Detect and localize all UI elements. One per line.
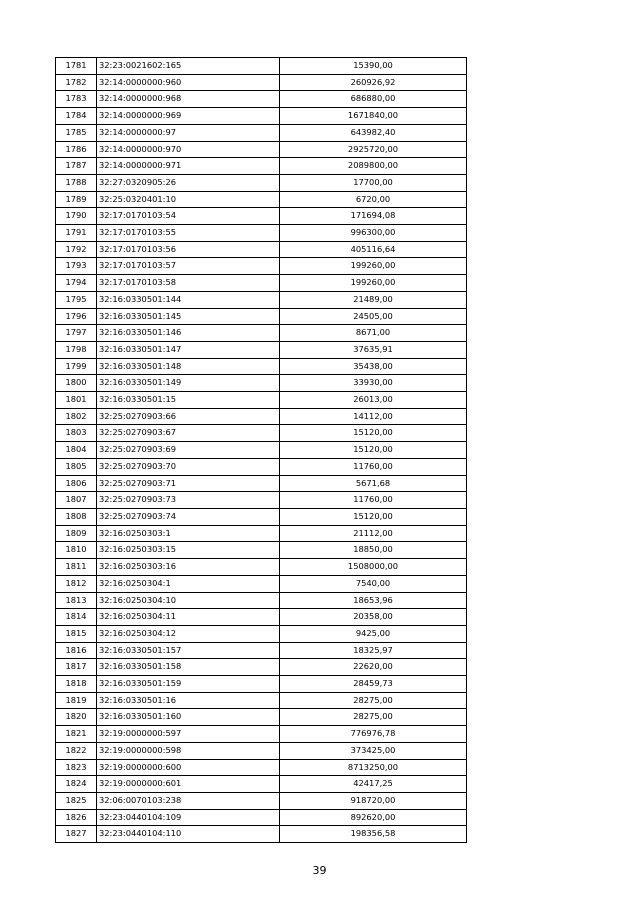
cadastral-number-cell: 32:19:0000000:597 bbox=[97, 726, 280, 743]
row-number-cell: 1816 bbox=[56, 642, 97, 659]
cadastral-number-cell: 32:14:0000000:969 bbox=[97, 108, 280, 125]
amount-cell: 37635,91 bbox=[280, 341, 467, 358]
table-row bbox=[56, 525, 467, 542]
table-row bbox=[56, 408, 467, 425]
cadastral-number-cell: 32:16:0250304:10 bbox=[97, 592, 280, 609]
row-number-cell: 1799 bbox=[56, 358, 97, 375]
table-row bbox=[56, 308, 467, 325]
table-row bbox=[56, 141, 467, 158]
table-row bbox=[56, 759, 467, 776]
page-number: 39 bbox=[312, 864, 327, 877]
table-row bbox=[56, 642, 467, 659]
row-number-cell: 1795 bbox=[56, 291, 97, 308]
table-row bbox=[56, 392, 467, 409]
table-row bbox=[56, 809, 467, 826]
table-body bbox=[56, 58, 467, 843]
table-row bbox=[56, 358, 467, 375]
cadastral-number-cell: 32:19:0000000:601 bbox=[97, 776, 280, 793]
row-number-cell: 1791 bbox=[56, 225, 97, 242]
row-number-cell: 1810 bbox=[56, 542, 97, 559]
row-number-cell: 1826 bbox=[56, 809, 97, 826]
amount-cell: 918720,00 bbox=[280, 792, 467, 809]
table-row bbox=[56, 458, 467, 475]
row-number-cell: 1822 bbox=[56, 742, 97, 759]
amount-cell: 28459,73 bbox=[280, 676, 467, 693]
amount-cell: 9425,00 bbox=[280, 625, 467, 642]
row-number-cell: 1805 bbox=[56, 458, 97, 475]
amount-cell: 22620,00 bbox=[280, 659, 467, 676]
cadastral-number-cell: 32:16:0330501:157 bbox=[97, 642, 280, 659]
cadastral-number-cell: 32:25:0270903:70 bbox=[97, 458, 280, 475]
cadastral-number-cell: 32:17:0170103:58 bbox=[97, 275, 280, 292]
row-number-cell: 1811 bbox=[56, 559, 97, 576]
amount-cell: 260926,92 bbox=[280, 74, 467, 91]
table-row bbox=[56, 208, 467, 225]
cadastral-number-cell: 32:17:0170103:54 bbox=[97, 208, 280, 225]
table-row bbox=[56, 258, 467, 275]
row-number-cell: 1800 bbox=[56, 375, 97, 392]
table-row bbox=[56, 742, 467, 759]
table-row bbox=[56, 692, 467, 709]
amount-cell: 892620,00 bbox=[280, 809, 467, 826]
table-row bbox=[56, 91, 467, 108]
row-number-cell: 1818 bbox=[56, 676, 97, 693]
table-row bbox=[56, 625, 467, 642]
table-row bbox=[56, 609, 467, 626]
amount-cell: 15120,00 bbox=[280, 442, 467, 459]
table-row bbox=[56, 124, 467, 141]
row-number-cell: 1783 bbox=[56, 91, 97, 108]
cadastral-number-cell: 32:25:0270903:67 bbox=[97, 425, 280, 442]
cadastral-number-cell: 32:19:0000000:600 bbox=[97, 759, 280, 776]
table-row bbox=[56, 375, 467, 392]
table-row bbox=[56, 508, 467, 525]
row-number-cell: 1819 bbox=[56, 692, 97, 709]
table-row bbox=[56, 425, 467, 442]
row-number-cell: 1785 bbox=[56, 124, 97, 141]
table-row bbox=[56, 174, 467, 191]
cadastral-number-cell: 32:16:0330501:158 bbox=[97, 659, 280, 676]
amount-cell: 18325,97 bbox=[280, 642, 467, 659]
amount-cell: 20358,00 bbox=[280, 609, 467, 626]
amount-cell: 15390,00 bbox=[280, 58, 467, 75]
table-row bbox=[56, 726, 467, 743]
amount-cell: 28275,00 bbox=[280, 692, 467, 709]
cadastral-number-cell: 32:17:0170103:56 bbox=[97, 241, 280, 258]
amount-cell: 15120,00 bbox=[280, 425, 467, 442]
cadastral-number-cell: 32:17:0170103:57 bbox=[97, 258, 280, 275]
row-number-cell: 1789 bbox=[56, 191, 97, 208]
table-row bbox=[56, 659, 467, 676]
amount-cell: 24505,00 bbox=[280, 308, 467, 325]
table-row bbox=[56, 492, 467, 509]
amount-cell: 26013,00 bbox=[280, 392, 467, 409]
row-number-cell: 1807 bbox=[56, 492, 97, 509]
row-number-cell: 1821 bbox=[56, 726, 97, 743]
cadastral-number-cell: 32:16:0330501:160 bbox=[97, 709, 280, 726]
amount-cell: 15120,00 bbox=[280, 508, 467, 525]
row-number-cell: 1792 bbox=[56, 241, 97, 258]
row-number-cell: 1786 bbox=[56, 141, 97, 158]
row-number-cell: 1802 bbox=[56, 408, 97, 425]
row-number-cell: 1813 bbox=[56, 592, 97, 609]
row-number-cell: 1793 bbox=[56, 258, 97, 275]
amount-cell: 11760,00 bbox=[280, 458, 467, 475]
cadastral-number-cell: 32:16:0330501:146 bbox=[97, 325, 280, 342]
cadastral-number-cell: 32:16:0250303:15 bbox=[97, 542, 280, 559]
table-row bbox=[56, 325, 467, 342]
cadastral-number-cell: 32:25:0270903:66 bbox=[97, 408, 280, 425]
table-row bbox=[56, 575, 467, 592]
cadastral-value-table bbox=[55, 57, 467, 843]
amount-cell: 1671840,00 bbox=[280, 108, 467, 125]
table-row bbox=[56, 542, 467, 559]
row-number-cell: 1817 bbox=[56, 659, 97, 676]
table-row bbox=[56, 158, 467, 175]
cadastral-number-cell: 32:16:0330501:144 bbox=[97, 291, 280, 308]
cadastral-number-cell: 32:16:0250304:12 bbox=[97, 625, 280, 642]
cadastral-number-cell: 32:16:0330501:147 bbox=[97, 341, 280, 358]
cadastral-number-cell: 32:16:0330501:159 bbox=[97, 676, 280, 693]
table-row bbox=[56, 58, 467, 75]
cadastral-number-cell: 32:25:0270903:69 bbox=[97, 442, 280, 459]
amount-cell: 42417,25 bbox=[280, 776, 467, 793]
row-number-cell: 1820 bbox=[56, 709, 97, 726]
cadastral-number-cell: 32:27:0320905:26 bbox=[97, 174, 280, 191]
amount-cell: 28275,00 bbox=[280, 709, 467, 726]
row-number-cell: 1804 bbox=[56, 442, 97, 459]
cadastral-number-cell: 32:25:0270903:71 bbox=[97, 475, 280, 492]
cadastral-number-cell: 32:06:0070103:238 bbox=[97, 792, 280, 809]
row-number-cell: 1827 bbox=[56, 826, 97, 843]
row-number-cell: 1797 bbox=[56, 325, 97, 342]
row-number-cell: 1806 bbox=[56, 475, 97, 492]
table-row bbox=[56, 792, 467, 809]
amount-cell: 17700,00 bbox=[280, 174, 467, 191]
row-number-cell: 1787 bbox=[56, 158, 97, 175]
cadastral-number-cell: 32:25:0270903:74 bbox=[97, 508, 280, 525]
amount-cell: 171694,08 bbox=[280, 208, 467, 225]
cadastral-number-cell: 32:16:0330501:148 bbox=[97, 358, 280, 375]
table-row bbox=[56, 826, 467, 843]
row-number-cell: 1788 bbox=[56, 174, 97, 191]
cadastral-number-cell: 32:23:0440104:109 bbox=[97, 809, 280, 826]
cadastral-number-cell: 32:14:0000000:970 bbox=[97, 141, 280, 158]
amount-cell: 33930,00 bbox=[280, 375, 467, 392]
amount-cell: 373425,00 bbox=[280, 742, 467, 759]
cadastral-number-cell: 32:19:0000000:598 bbox=[97, 742, 280, 759]
amount-cell: 686880,00 bbox=[280, 91, 467, 108]
cadastral-number-cell: 32:25:0320401:10 bbox=[97, 191, 280, 208]
row-number-cell: 1823 bbox=[56, 759, 97, 776]
row-number-cell: 1824 bbox=[56, 776, 97, 793]
amount-cell: 643982,40 bbox=[280, 124, 467, 141]
cadastral-number-cell: 32:14:0000000:968 bbox=[97, 91, 280, 108]
amount-cell: 8713250,00 bbox=[280, 759, 467, 776]
amount-cell: 2925720,00 bbox=[280, 141, 467, 158]
table-row bbox=[56, 74, 467, 91]
table-row bbox=[56, 709, 467, 726]
table-row bbox=[56, 241, 467, 258]
row-number-cell: 1798 bbox=[56, 341, 97, 358]
amount-cell: 8671,00 bbox=[280, 325, 467, 342]
cadastral-number-cell: 32:16:0330501:145 bbox=[97, 308, 280, 325]
row-number-cell: 1825 bbox=[56, 792, 97, 809]
table-row bbox=[56, 275, 467, 292]
amount-cell: 14112,00 bbox=[280, 408, 467, 425]
table-row bbox=[56, 442, 467, 459]
row-number-cell: 1803 bbox=[56, 425, 97, 442]
cadastral-number-cell: 32:14:0000000:97 bbox=[97, 124, 280, 141]
amount-cell: 7540,00 bbox=[280, 575, 467, 592]
cadastral-number-cell: 32:17:0170103:55 bbox=[97, 225, 280, 242]
cadastral-number-cell: 32:16:0330501:15 bbox=[97, 392, 280, 409]
cadastral-number-cell: 32:14:0000000:960 bbox=[97, 74, 280, 91]
row-number-cell: 1812 bbox=[56, 575, 97, 592]
amount-cell: 18850,00 bbox=[280, 542, 467, 559]
row-number-cell: 1794 bbox=[56, 275, 97, 292]
amount-cell: 5671,68 bbox=[280, 475, 467, 492]
table-row bbox=[56, 592, 467, 609]
row-number-cell: 1781 bbox=[56, 58, 97, 75]
row-number-cell: 1801 bbox=[56, 392, 97, 409]
row-number-cell: 1808 bbox=[56, 508, 97, 525]
row-number-cell: 1784 bbox=[56, 108, 97, 125]
cadastral-number-cell: 32:14:0000000:971 bbox=[97, 158, 280, 175]
cadastral-number-cell: 32:16:0250303:16 bbox=[97, 559, 280, 576]
amount-cell: 199260,00 bbox=[280, 275, 467, 292]
amount-cell: 996300,00 bbox=[280, 225, 467, 242]
table-row bbox=[56, 559, 467, 576]
amount-cell: 2089800,00 bbox=[280, 158, 467, 175]
table-row bbox=[56, 341, 467, 358]
table-row bbox=[56, 191, 467, 208]
cadastral-number-cell: 32:23:0440104:110 bbox=[97, 826, 280, 843]
row-number-cell: 1790 bbox=[56, 208, 97, 225]
table-row bbox=[56, 776, 467, 793]
row-number-cell: 1814 bbox=[56, 609, 97, 626]
amount-cell: 21112,00 bbox=[280, 525, 467, 542]
cadastral-number-cell: 32:16:0250303:1 bbox=[97, 525, 280, 542]
cadastral-number-cell: 32:16:0330501:149 bbox=[97, 375, 280, 392]
cadastral-number-cell: 32:25:0270903:73 bbox=[97, 492, 280, 509]
cadastral-number-cell: 32:23:0021602:165 bbox=[97, 58, 280, 75]
amount-cell: 35438,00 bbox=[280, 358, 467, 375]
row-number-cell: 1782 bbox=[56, 74, 97, 91]
row-number-cell: 1815 bbox=[56, 625, 97, 642]
cadastral-number-cell: 32:16:0250304:11 bbox=[97, 609, 280, 626]
cadastral-number-cell: 32:16:0250304:1 bbox=[97, 575, 280, 592]
row-number-cell: 1809 bbox=[56, 525, 97, 542]
cadastral-number-cell: 32:16:0330501:16 bbox=[97, 692, 280, 709]
amount-cell: 405116,64 bbox=[280, 241, 467, 258]
amount-cell: 6720,00 bbox=[280, 191, 467, 208]
table-row bbox=[56, 108, 467, 125]
amount-cell: 11760,00 bbox=[280, 492, 467, 509]
amount-cell: 199260,00 bbox=[280, 258, 467, 275]
amount-cell: 1508000,00 bbox=[280, 559, 467, 576]
amount-cell: 198356,58 bbox=[280, 826, 467, 843]
amount-cell: 776976,78 bbox=[280, 726, 467, 743]
table-row bbox=[56, 676, 467, 693]
table-row bbox=[56, 291, 467, 308]
table-row bbox=[56, 475, 467, 492]
table-row bbox=[56, 225, 467, 242]
amount-cell: 18653,96 bbox=[280, 592, 467, 609]
row-number-cell: 1796 bbox=[56, 308, 97, 325]
amount-cell: 21489,00 bbox=[280, 291, 467, 308]
